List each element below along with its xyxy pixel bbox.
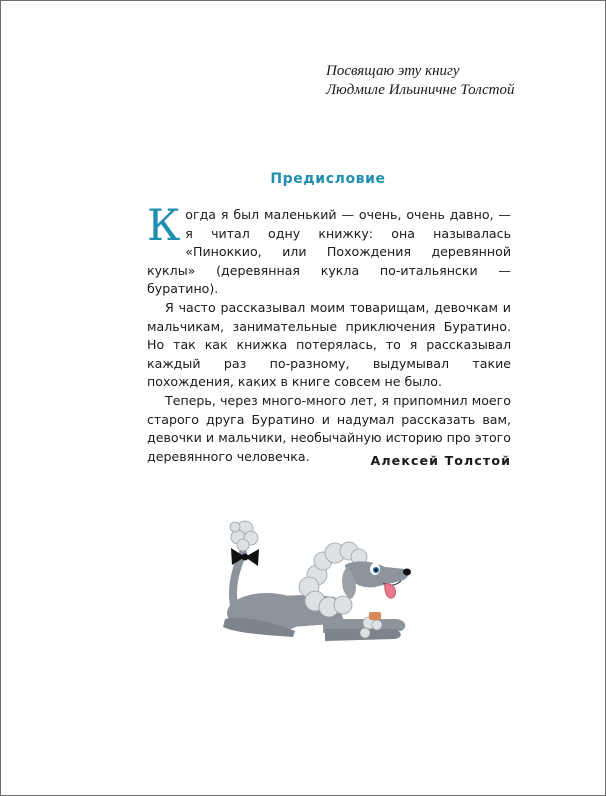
dedication-line-1: Посвящаю эту книгу [326, 63, 460, 79]
poodle-illustration [205, 515, 415, 645]
drop-cap: К [147, 201, 181, 251]
paragraph-1 [147, 201, 511, 299]
dedication [326, 62, 586, 100]
dedication-line-2: Людмиле Ильиничне Толстой [326, 82, 515, 98]
author-signature: Алексей Толстой [370, 453, 511, 468]
paragraph-3: Теперь, через много-много лет, я припомнил моего старого друга Буратино и надумал рассказать вам, девочки и мальчики, необычайную историю про этого деревянного человечка. [147, 392, 511, 464]
paragraph-1-text: огда я был маленький — очень, очень давно, — я читал одну книжку: она называлась «Пиноккио, или Похождения деревянной куклы» (деревянная кукла по-итальянски — буратино). [147, 207, 511, 297]
poodle-icon [205, 515, 415, 645]
preface-heading: Предисловие [270, 171, 386, 187]
paragraph-2: Я часто рассказывал моим товарищам, девочкам и мальчикам, занимательные приключения Буратино. Но так как книжка потерялась, то я рассказывал каждый раз по-разному, выдумывал такие похождения, каких в книге совсем не было. [147, 299, 511, 390]
preface-body [147, 201, 511, 466]
